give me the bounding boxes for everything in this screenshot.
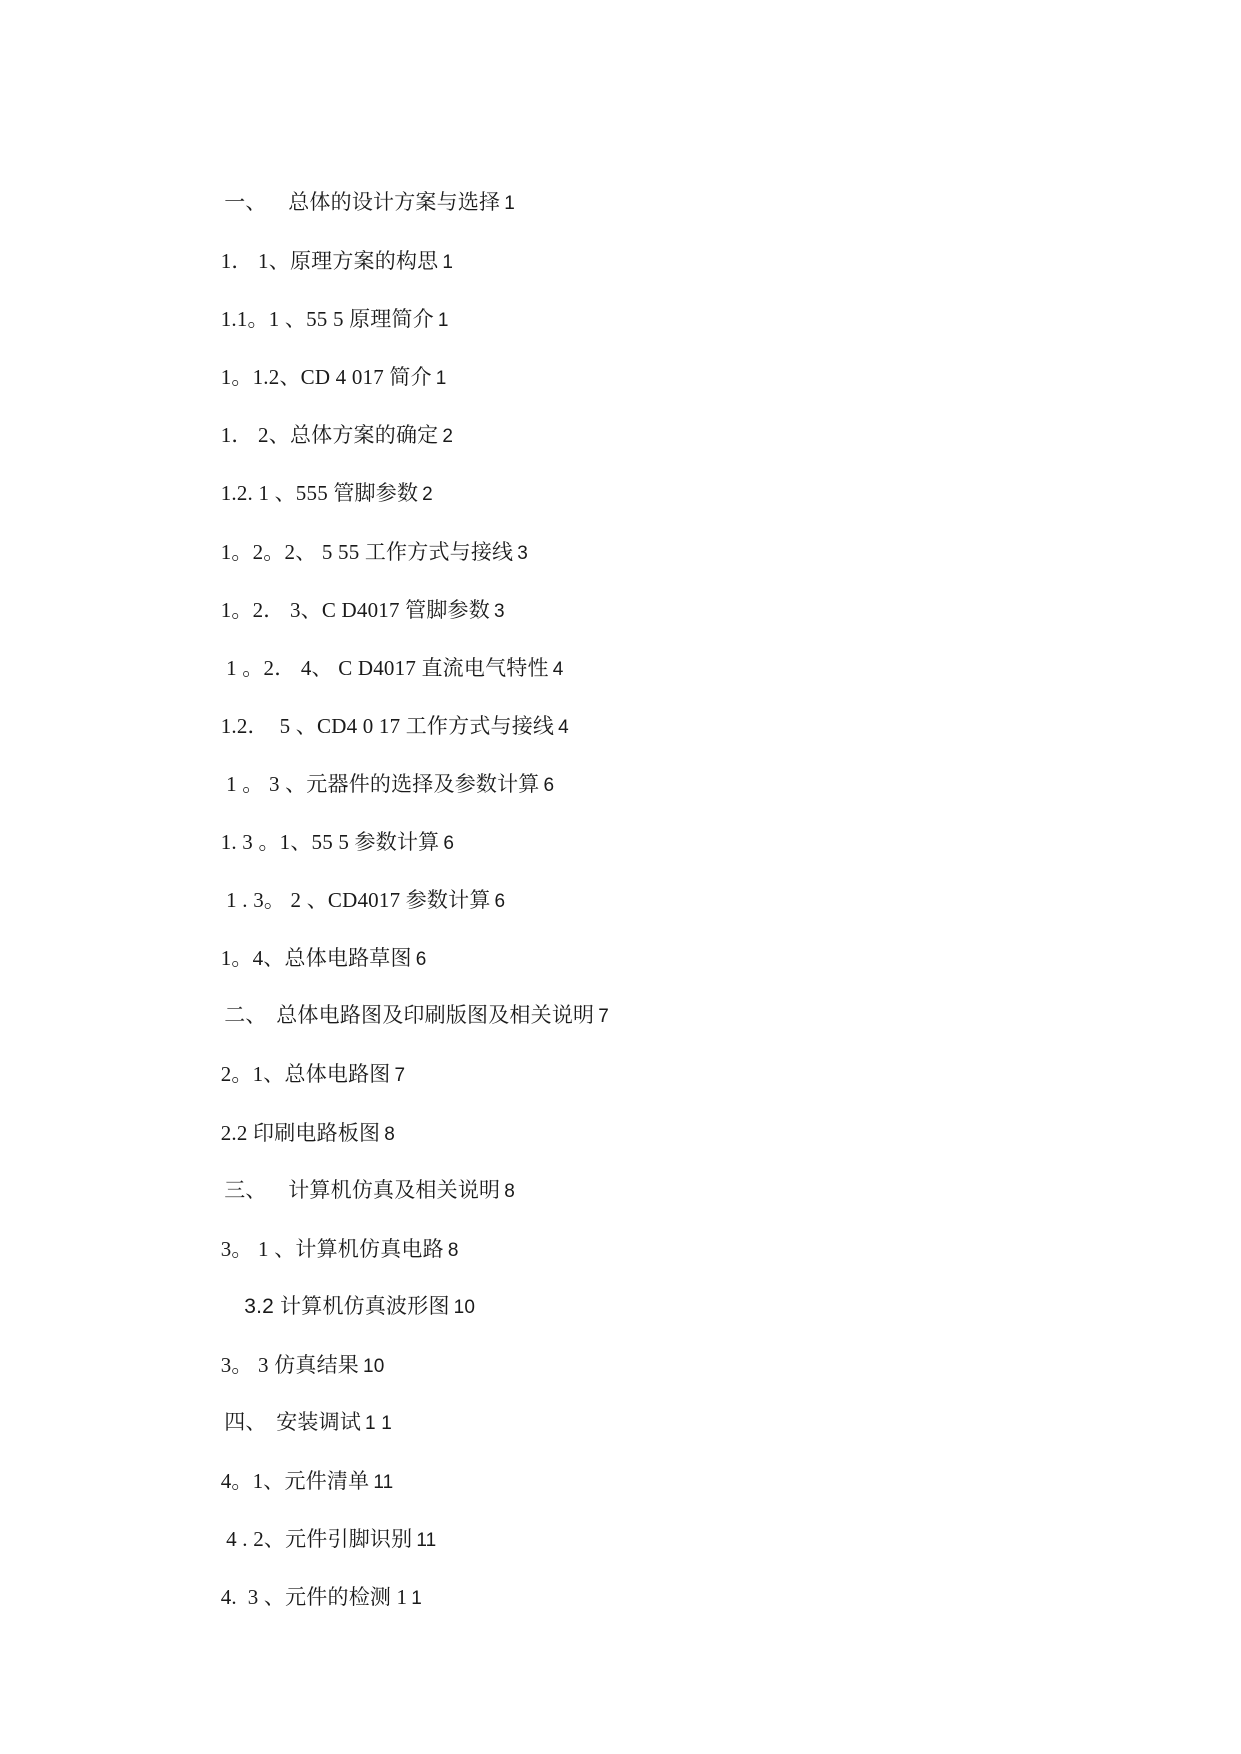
toc-page-number: 7 <box>394 1065 406 1087</box>
toc-page-number: 8 <box>447 1239 459 1261</box>
toc-entry-title: 3.2 计算机仿真波形图 <box>244 1294 450 1318</box>
toc-page-number: 7 <box>598 1006 609 1028</box>
toc-page-number: 3 <box>493 600 505 622</box>
toc-entry-title: 3。 1 、计算机仿真电路 <box>220 1236 444 1261</box>
toc-page-number: 6 <box>543 774 555 796</box>
toc-entry-title: 1． 1、原理方案的构思 <box>220 249 439 274</box>
toc-page-number: 11 <box>373 1472 394 1494</box>
toc-page-number: 2 <box>422 484 433 506</box>
toc-entry-title: 计算机仿真及相关说明 <box>288 1178 501 1202</box>
toc-page-number: 8 <box>504 1180 515 1202</box>
toc-entry-title: 1． 2、总体方案的确定 <box>220 423 439 448</box>
toc-entry-title: 1.2. 1 、555 管脚参数 <box>220 481 419 506</box>
toc-page-number: 1 <box>442 252 454 274</box>
toc-entry-title: 总体电路图及印刷版图及相关说明 <box>276 1004 595 1028</box>
toc-entry-title: 1 。 3 、元器件的选择及参数计算 <box>220 771 540 796</box>
toc-entry-title: 1.1。1 、55 5 原理简介 <box>220 307 434 332</box>
table-of-contents <box>188 152 1148 1610</box>
toc-page-number: 4 <box>558 716 569 738</box>
toc-entry-title: 1 . 3。 2 、CD4017 参数计算 <box>220 888 491 913</box>
toc-chapter-prefix: 三、 <box>224 1178 267 1202</box>
toc-entry-title: 安装调试 <box>276 1410 362 1434</box>
toc-page-number: 6 <box>494 891 506 913</box>
toc-page-number: 11 <box>416 1530 437 1552</box>
toc-page-number: 6 <box>415 949 427 971</box>
toc-entry-title: 2。1、总体电路图 <box>220 1062 391 1087</box>
toc-page-number: 10 <box>453 1296 476 1318</box>
toc-entry-title: 3。 3 仿真结果 <box>220 1352 360 1377</box>
toc-page-number: 1 1 <box>365 1412 393 1434</box>
toc-entry-chapter-1[interactable] <box>188 152 1148 214</box>
toc-entry-title: 1。2。2、 5 55 工作方式与接线 <box>220 539 514 564</box>
toc-entry-title: 1. 3 。1、55 5 参数计算 <box>220 830 440 855</box>
toc-page-number: 8 <box>384 1123 395 1145</box>
toc-page-number: 3 <box>517 542 529 564</box>
toc-page-number: 10 <box>363 1355 385 1377</box>
toc-entry-title: 1 。2． 4、 C D4017 直流电气特性 <box>220 655 549 680</box>
toc-entry-title: 4 . 2、元件引脚识别 <box>220 1527 413 1552</box>
toc-chapter-prefix: 二、 <box>224 1004 267 1028</box>
toc-entry-title: 1。2． 3、C D4017 管脚参数 <box>220 597 490 622</box>
toc-page-number: 4 <box>552 658 564 680</box>
toc-entry-title: 1。1.2、CD 4 017 简介 <box>220 365 432 390</box>
toc-entry-title: 1.2． 5 、CD4 0 17 工作方式与接线 <box>220 713 555 738</box>
toc-page-number: 1 <box>437 310 449 332</box>
toc-page-number: 1 <box>435 368 447 390</box>
toc-entry-title: 总体的设计方案与选择 <box>288 191 501 214</box>
toc-page-number: 1 <box>504 193 515 214</box>
toc-entry-title: 2.2 印刷电路板图 <box>220 1120 381 1145</box>
toc-chapter-prefix: 一、 <box>224 191 267 214</box>
toc-entry-title: 4. 3 、元件的检测 1 <box>220 1585 408 1610</box>
toc-page-number: 6 <box>443 833 455 855</box>
toc-page-number: 2 <box>442 426 454 448</box>
toc-entry-title: 1。4、总体电路草图 <box>220 946 412 971</box>
toc-page-number: 1 <box>411 1588 423 1610</box>
toc-chapter-prefix: 四、 <box>224 1410 267 1434</box>
toc-entry-title: 4。1、元件清单 <box>220 1469 370 1494</box>
